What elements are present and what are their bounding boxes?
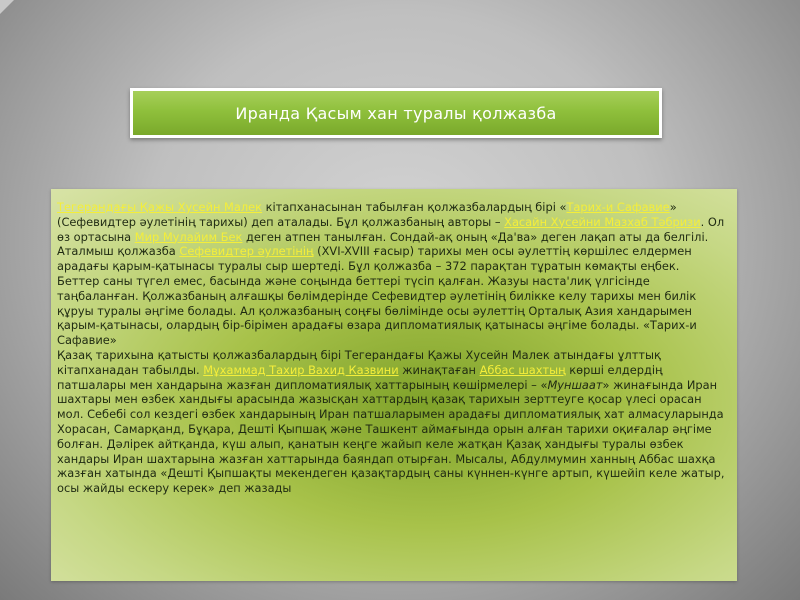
- paragraph-text: жинақтаған: [398, 362, 480, 377]
- slide-title-box: [130, 88, 662, 138]
- link-author[interactable]: Хасайн Хусейни Мазхаб Тәбризи: [504, 214, 701, 229]
- paragraph-text: деген атпен танылған. Сондай-ақ оның «Да'ва» деген лақап аты да белгілі. Аталмыш қолжазба: [57, 229, 709, 259]
- paragraph-1: [57, 200, 725, 348]
- slide-title: Иранда Қасым хан туралы қолжазба: [235, 103, 557, 123]
- paragraph-text: кітапханасынан табылған қолжазбалардың бірі «: [262, 200, 567, 214]
- paragraph-text: (XVI-XVIII ғасыр) тарихы мен осы әулеттің көршілес елдермен арадағы қарым-қатынасы туралы сыр шертеді. Бұл қолжазба – 372 парақтан тұратын көмақты еңбек. Беттер саны түгел емес, басында және соңында беттері түсіп қалған. Жазуы наста'лиқ үлгісінде таңбаланған. Қолжазбаның алғашқы бөлімдерінде Сефевидтер әулетінің билікке келу тарихы мен билік құруы туралы әңгіме болады. Ал қолжазбаның соңғы бөлімінде осы әулеттің Орталық Азия хандарымен қарым-қатынасы, олардың бір-бірімен арадағы өзара дипломатиялық қатынасы әңгіме болады. «Тарих-и Сафавие»: [57, 244, 697, 348]
- paragraph-text: » (Сефевидтер әулетінің тарихы) деп аталады. Бұл қолжазбаның авторы –: [57, 200, 677, 229]
- paragraph-2: [57, 348, 725, 496]
- paragraph-text: Қазақ тарихына қатысты қолжазбалардың бірі Тегерандағы Қажы Хусейн Малек атындағы ұлттық кітапханадан табылды.: [57, 347, 661, 377]
- paragraph-text: көрші елдердің патшалары мен хандарына жазған дипломатиялық хаттарының көшірмелері – «: [57, 362, 663, 392]
- link-malek-library[interactable]: Тегерандағы Қажы Хусейн Малек: [57, 200, 263, 214]
- italic-munshaat: Муншаат: [547, 377, 603, 392]
- link-muhammad-tahir[interactable]: Мұхаммад Тахир Вахид Казвини: [203, 362, 399, 377]
- link-mir-mulayim-bek[interactable]: Мир Мулайим Бек: [134, 229, 243, 244]
- corner-decoration: [0, 0, 14, 14]
- link-safavid-dynasty[interactable]: Сефевидтер әулетінің: [179, 244, 314, 259]
- paragraph-text: » жинағында Иран шахтары мен өзбек хандығы арасында жазысқан хаттардың қазақ тарихын зерттеуге қосар үлесі орасан мол. Себебі сол кездегі өзбек хандарының Иран патшаларымен арадағы дипломатиялық хат алмасуларында Хорасан, Самарқанд, Бұқара, Дешті Қыпшақ және Ташкент аймағында орын алған тарихи оқиғалар әңгіме болған. Дәлірек айтқанда, күш алып, қанатын кеңге жайып келе жатқан Қазақ хандығы туралы өзбек хандары Иран шахтарына жазған хаттарында баяндап отырған. Мысалы, Абдулмумин ханның Аббас шахқа жазған хатында «Дешті Қыпшақты мекендеген қазақтардың саны күннен-күнге артып, күшейіп келе жатыр, осы жайды ескеру керек» деп жазады: [57, 377, 725, 496]
- paragraph-text: . Ол өз ортасына: [57, 214, 725, 244]
- link-abbas-shah[interactable]: Аббас шахтың: [479, 362, 566, 377]
- slide-content: [51, 189, 737, 581]
- link-tarikh-safavie[interactable]: Тарих-и Сафавие: [566, 200, 670, 214]
